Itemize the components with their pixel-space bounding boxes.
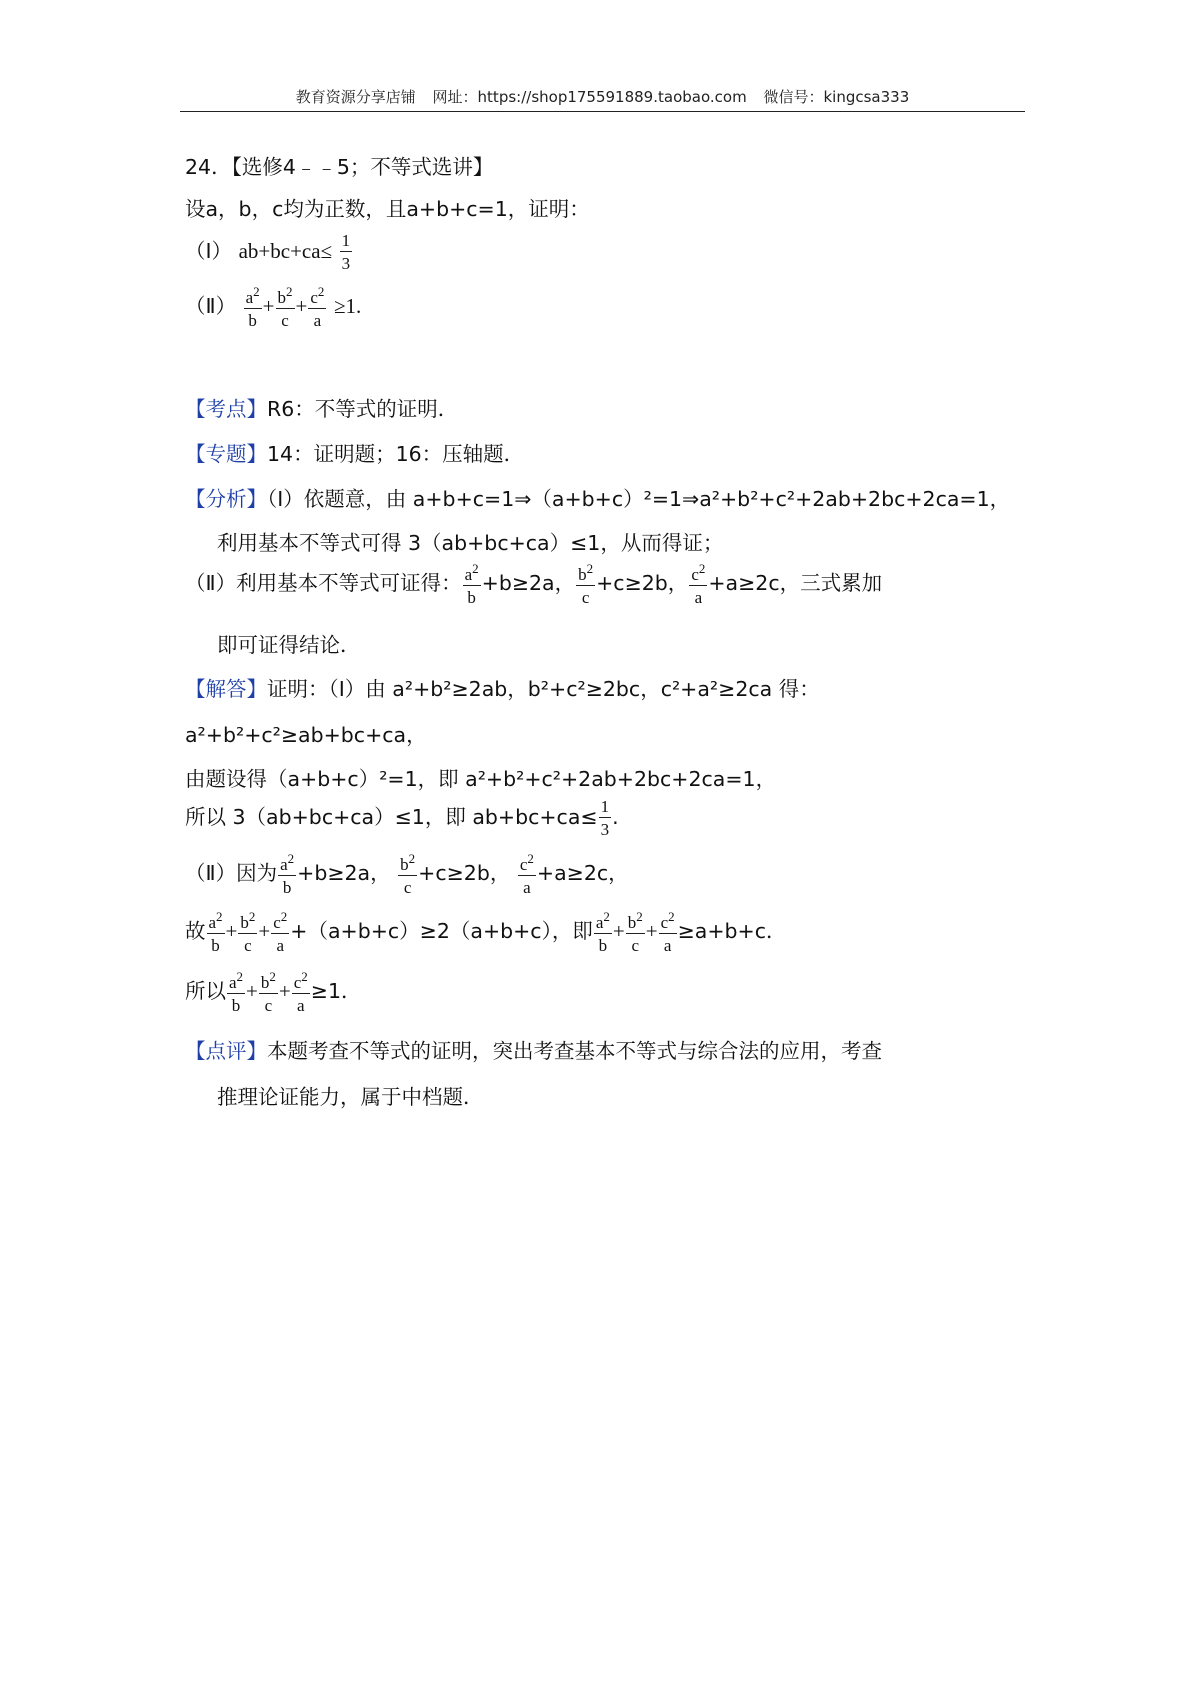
fraction-b2-over-c: $\frac{b^2}{c}$ [240, 909, 256, 955]
problem-part2: （Ⅱ） $\frac{a^2}{b}$ + $\frac{b^2}{c}$ + $\frac{c^2}{a}$ ≥1. [185, 284, 362, 330]
fraction-b2-over-c: $\frac{b^2}{c}$ [400, 851, 416, 897]
fenxi-line-3: （Ⅱ）利用基本不等式可证得： $\frac{a^2}{b}$ +b≥2a， $\frac{b^2}{c}$ +c≥2b， $\frac{c^2}{a}$ +a≥2c，三式累加 [185, 561, 883, 607]
fraction-c2-over-a: $\frac{c^2}{a}$ [660, 909, 675, 955]
fraction-b2-over-c: $\frac{b^2}{c}$ [277, 284, 293, 330]
fraction-a2-over-b: $\frac{a^2}{b}$ [208, 909, 223, 955]
kaodian-line [185, 392, 458, 422]
fraction-b2-over-c: $\frac{b^2}{c}$ [260, 969, 276, 1015]
fraction-a2-over-b: $\frac{a^2}{b}$ [595, 909, 610, 955]
fenxi-line-1 [185, 482, 1010, 512]
jieda-line-5: （Ⅱ）因为 $\frac{a^2}{b}$ +b≥2a， $\frac{b^2}{c}$ +c≥2b， $\frac{c^2}{a}$ +a≥2c， [185, 851, 629, 897]
zhuanti-line [185, 437, 524, 467]
problem-stem: 设a，b，c均为正数，且a+b+c=1，证明： [185, 197, 590, 221]
fraction-one-third: $\frac{1}{3}$ [341, 231, 351, 273]
jieda-line-3: 由题设得（a+b+c）²=1，即 a²+b²+c²+2ab+2bc+2ca=1， [185, 767, 777, 791]
jieda-line-7: 所以 $\frac{a^2}{b}$ + $\frac{b^2}{c}$ + $\frac{c^2}{a}$ ≥1． [185, 969, 362, 1015]
jieda-tag: 【解答】 [185, 677, 267, 701]
header-divider [180, 111, 1025, 112]
jieda-line-6: 故 $\frac{a^2}{b}$ + $\frac{b^2}{c}$ + $\frac{c^2}{a}$ +（a+b+c）≥2（a+b+c），即 $\frac{a^2}{b}$ + $\frac{b^2}{c}$ + $\frac{c^2}{a}$ ≥a+b+c． [185, 909, 787, 955]
fenxi-tag: 【分析】 [185, 487, 267, 511]
part1-label: （Ⅰ） [185, 239, 233, 263]
fraction-c2-over-a: $\frac{c^2}{a}$ [310, 284, 325, 330]
fraction-b2-over-c: $\frac{b^2}{c}$ [578, 561, 594, 607]
part2-label: （Ⅱ） [185, 294, 237, 318]
problem-title: 24．【选修4﹣﹣5；不等式选讲】 [185, 155, 494, 179]
fraction-b2-over-c: $\frac{b^2}{c}$ [627, 909, 643, 955]
fenxi-text-1: （Ⅰ）依题意，由 a+b+c=1⇒（a+b+c）²=1⇒a²+b²+c²+2ab+2bc+2ca=1， [267, 487, 1011, 511]
fenxi-line-2: 利用基本不等式可得 3（ab+bc+ca）≤1，从而得证； [217, 531, 724, 555]
dianping-tag: 【点评】 [185, 1039, 267, 1063]
kaodian-tag: 【考点】 [185, 397, 267, 421]
fraction-c2-over-a: $\frac{c^2}{a}$ [691, 561, 706, 607]
shop-website: 网址：https://shop175591889.taobao.com [432, 88, 747, 106]
jieda-line-2: a²+b²+c²≥ab+bc+ca， [185, 723, 427, 747]
jieda-line-1: 【解答】证明：（Ⅰ）由 a²+b²≥2ab，b²+c²≥2bc，c²+a²≥2ca 得： [185, 677, 820, 701]
fraction-a2-over-b: $\frac{a^2}{b}$ [280, 851, 295, 897]
fraction-one-third: $\frac{1}{3}$ [600, 797, 610, 839]
shop-name: 教育资源分享店铺 [295, 88, 416, 106]
page-header [180, 86, 1025, 107]
part2-tail: ≥1. [333, 294, 362, 318]
fraction-c2-over-a: $\frac{c^2}{a}$ [273, 909, 288, 955]
part1-expression: ab+bc+ca≤ [238, 239, 333, 263]
zhuanti-tag: 【专题】 [185, 442, 267, 466]
fraction-a2-over-b: $\frac{a^2}{b}$ [229, 969, 244, 1015]
fraction-a2-over-b: $\frac{a^2}{b}$ [464, 561, 479, 607]
fraction-c2-over-a: $\frac{c^2}{a}$ [519, 851, 534, 897]
problem-part1 [185, 232, 353, 272]
kaodian-text: R6：不等式的证明． [267, 397, 459, 421]
fraction-a2-over-b: $\frac{a^2}{b}$ [245, 284, 260, 330]
fraction-c2-over-a: $\frac{c^2}{a}$ [293, 969, 308, 1015]
dianping-line-2: 推理论证能力，属于中档题． [217, 1085, 484, 1109]
jieda-line-4: 所以 3（ab+bc+ca）≤1，即 ab+bc+ca≤ $\frac{1}{3}$ . [185, 797, 619, 839]
dianping-line-1: 【点评】本题考查不等式的证明，突出考查基本不等式与综合法的应用，考查 [185, 1039, 882, 1063]
fenxi-line-4: 即可证得结论． [217, 633, 361, 657]
zhuanti-text: 14：证明题；16：压轴题． [267, 442, 525, 466]
wechat-id: 微信号：kingcsa333 [763, 88, 910, 106]
